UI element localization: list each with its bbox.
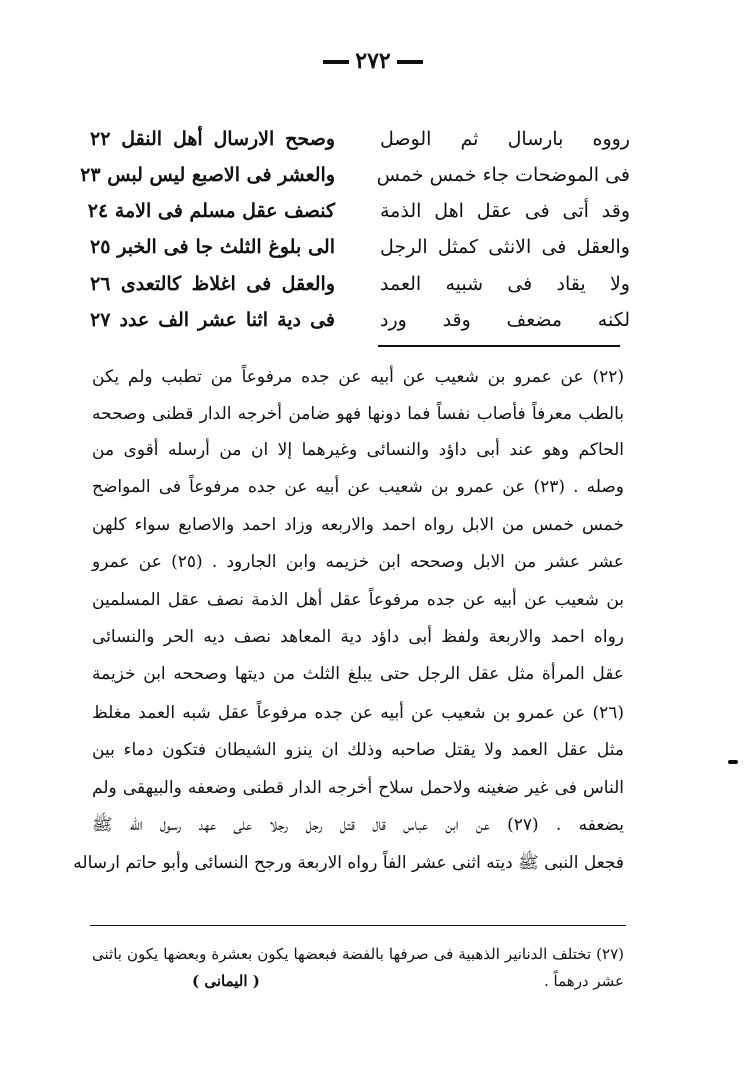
body-text-line: بالطب معرفاً فأصاب نفساً فما دونها فهو ضامن أخرجه الدار قطنى وصححه — [92, 404, 624, 424]
body-text-line: عشر عشر من الابل وصححه ابن خزيمه وابن الجارود . (٢٥) عن عمرو — [92, 552, 624, 572]
verse-row — [87, 200, 630, 230]
body-text-line: يضعفه . (٢٧) عن ابن عباس قال قتل رجل رجلا على عهد رسول الله ﷺ — [92, 815, 625, 835]
print-speck — [728, 760, 738, 764]
body-text-line: (٢٢) عن عمرو بن شعيب عن أبيه عن جده مرفوعاً من تطبب ولم يكن — [92, 367, 624, 387]
body-text-line: الناس فى غير ضغينه ولاحمل سلاح أخرجه الدار قطنى وضعفه والبيهقى ولم — [92, 778, 624, 798]
body-text-line: عقل المرأة مثل عقل الرجل حتى يبلغ الثلث من ديتها وصححه ابن خزيمة — [92, 664, 624, 684]
verse-second-hemistich: وصحح الارسال أهل النقل ٢٢ — [90, 128, 335, 150]
footnote-separator — [90, 925, 626, 926]
verse-first-hemistich: ولا يقاد فى شبيه العمد — [380, 273, 630, 295]
verse-first-hemistich: رووه بارسال ثم الوصل — [380, 128, 630, 150]
body-text-line: فجعل النبى ﷺ ديته اثنى عشر الفاً رواه الاربعة ورجح النسائى وأبو حاتم ارساله — [73, 853, 624, 873]
body-text-line: وصله . (٢٣) عن عمرو بن شعيب عن أبيه عن جده مرفوعاً فى المواضح — [92, 477, 625, 497]
page-number-text: ٢٧٢ — [355, 48, 391, 74]
footnote-text: عشر درهماً . — [544, 972, 624, 990]
verse-divider-rule — [378, 345, 620, 347]
verse-first-hemistich: وقد أتى فى عقل اهل الذمة — [380, 200, 630, 222]
verse-first-hemistich: فى الموضحات جاء خمس خمس — [376, 164, 630, 186]
footnote-text: (٢٧) تختلف الدنانير الذهبية فى صرفها بالفضة فبعضها يكون بعشرة وبعضها يكون باثنى — [92, 945, 624, 963]
body-text-line: بن شعيب عن أبيه عن جده مرفوعاً عقل أهل الذمة نصف عقل المسلمين — [92, 590, 624, 610]
verse-first-hemistich: لكنه مضعف وقد ورد — [380, 309, 630, 331]
body-text-line: رواه احمد والاربعة ولفظ أبى داؤد دية المعاهد نصف ديه الحر والنسائى — [92, 627, 624, 647]
verse-second-hemistich: كنصف عقل مسلم فى الامة ٢٤ — [87, 200, 335, 222]
verse-second-hemistich: والعقل فى اغلاظ كالتعدى ٢٦ — [90, 273, 335, 295]
verse-first-hemistich: والعقل فى الانثى كمثل الرجل — [380, 236, 630, 258]
verse-row — [90, 273, 630, 303]
verse-second-hemistich: فى دية اثنا عشر الف عدد ٢٧ — [90, 309, 335, 331]
verse-row — [90, 309, 630, 339]
verse-second-hemistich: والعشر فى الاصبع ليس لبس ٢٣ — [80, 164, 335, 186]
body-text-line: الحاكم وهو عند أبى داؤد والنسائى وغيرهما إلا ان من أرسله أقوى من — [92, 440, 624, 460]
verse-row — [80, 164, 630, 194]
body-text-line: مثل عقل العمد ولا يقتل صاحبه وذلك ان ينزو الشيطان فتكون دماء بين — [92, 740, 624, 760]
page-number-dash-left — [323, 60, 349, 64]
body-text-line: خمس خمس من الابل رواه احمد والاربعه وزاد احمد والاصابع سواء كلهن — [92, 515, 624, 535]
body-text-line: (٢٦) عن عمرو بن شعيب عن أبيه عن جده مرفوعاً عقل شبه العمد مغلظ — [92, 703, 624, 723]
footnote-second-line — [92, 972, 624, 996]
verse-second-hemistich: الى بلوغ الثلث جا فى الخبر ٢٥ — [90, 236, 335, 258]
page-number — [0, 48, 746, 74]
verse-row — [90, 128, 630, 158]
page-number-dash-right — [397, 60, 423, 64]
verse-row — [90, 236, 630, 266]
footnote-attribution: ( اليمانى ) — [192, 972, 260, 990]
